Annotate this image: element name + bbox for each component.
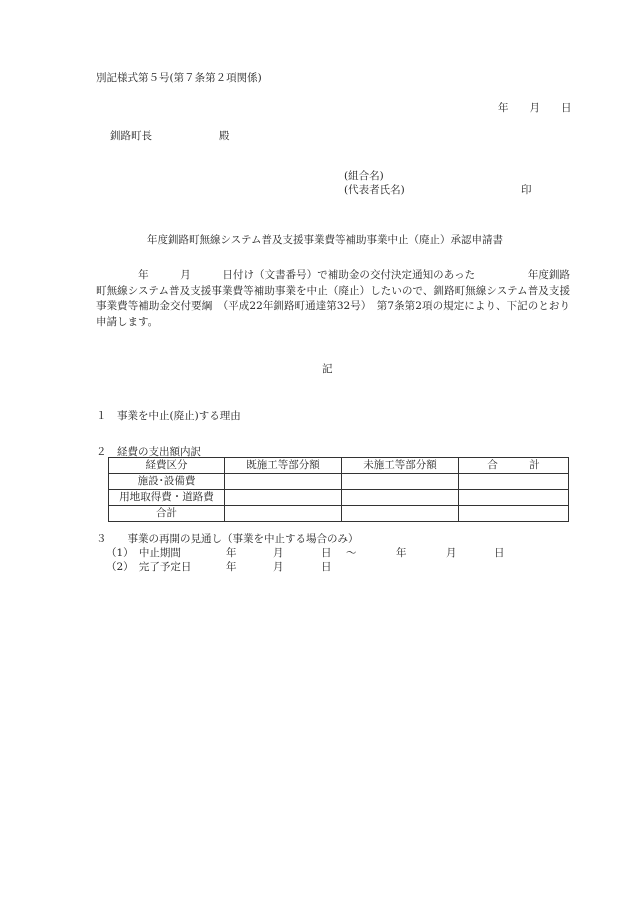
header-cell: 未施工等部分額 — [342, 458, 459, 474]
completion-year: 年 — [226, 561, 237, 573]
union-name-label: (組合名) — [344, 170, 384, 182]
ki-heading: 記 — [322, 363, 333, 375]
value-cell — [459, 490, 569, 506]
value-cell — [459, 474, 569, 490]
value-cell — [342, 474, 459, 490]
section-2-title: ２ 経費の支出額内訳 — [96, 446, 201, 458]
value-cell — [342, 506, 459, 522]
header-cell: 既施工等部分額 — [225, 458, 342, 474]
table-row — [109, 506, 569, 522]
completion-date-label: （2） 完了予定日 — [106, 561, 192, 573]
representative-name-label: (代表者氏名) — [344, 184, 405, 196]
value-cell — [225, 490, 342, 506]
date-line: 年 月 日 — [498, 102, 572, 114]
period-end-month: 月 — [446, 547, 457, 559]
completion-day: 日 — [321, 561, 332, 573]
value-cell — [225, 506, 342, 522]
header-cell: 経費区分 — [109, 458, 225, 474]
row-label-cell: 用地取得費・道路費 — [109, 490, 225, 506]
expense-table — [108, 457, 569, 522]
header-cell: 合 計 — [459, 458, 569, 474]
addressee-title: 釧路町長 — [110, 130, 152, 142]
period-end-year: 年 — [396, 547, 407, 559]
row-label-cell: 施設･設備費 — [109, 474, 225, 490]
value-cell — [342, 490, 459, 506]
section-1-reason: １ 事業を中止(廃止)する理由 — [96, 410, 241, 422]
table-row — [109, 490, 569, 506]
row-label-cell: 合計 — [109, 506, 225, 522]
period-start-year: 年 — [226, 547, 237, 559]
value-cell — [225, 474, 342, 490]
form-number: 別記様式第５号(第７条第２項関係) — [96, 72, 262, 84]
period-end-day: 日 — [494, 547, 505, 559]
value-cell — [459, 506, 569, 522]
seal-mark: 印 — [521, 184, 532, 196]
period-start-day: 日 — [321, 547, 332, 559]
body-paragraph: 年 月 日付け（文書番号）で補助金の交付決定通知のあった 年度釧路町無線システム普及支援事業費等補助事業を中止（廃止）したいので、釧路町無線システム普及支援事業費等補助金交付要綱 （平成22年釧路町通達第32号） 第7条第2項の規定により、下記のとおり申請します。 — [96, 269, 570, 328]
section-3-title: ３ 事業の再開の見通し（事業を中止する場合のみ） — [96, 533, 359, 545]
completion-month: 月 — [273, 561, 284, 573]
period-tilde: ～ — [346, 547, 357, 559]
table-row — [109, 474, 569, 490]
suspension-period-label: （1） 中止期間 — [106, 547, 181, 559]
period-start-month: 月 — [273, 547, 284, 559]
table-header-row — [109, 458, 569, 474]
document-title: 年度釧路町無線システム普及支援事業費等補助事業中止（廃止）承認申請書 — [147, 234, 503, 246]
addressee-honorific: 殿 — [219, 130, 230, 142]
